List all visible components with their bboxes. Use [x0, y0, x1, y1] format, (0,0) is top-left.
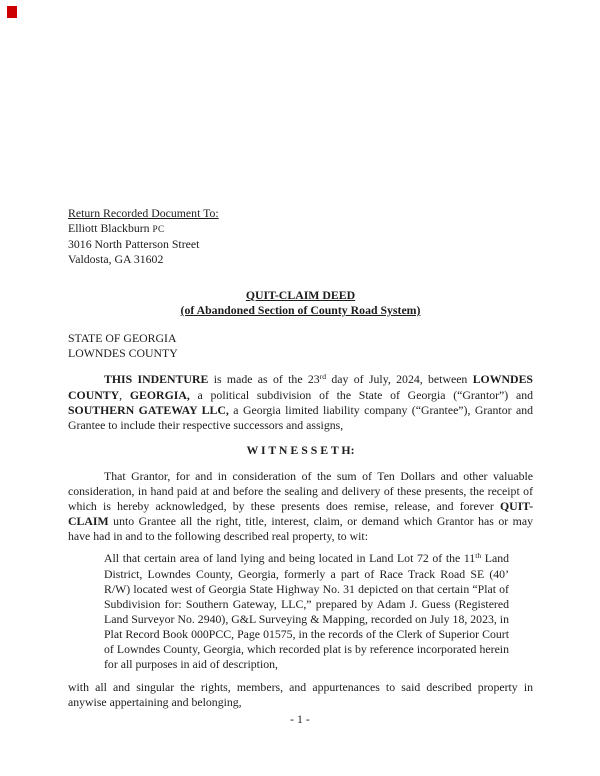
document-title-line2: (of Abandoned Section of County Road System)	[180, 303, 421, 317]
legal-description: All that certain area of land lying and being located in Land Lot 72 of the 11th Land District, Lowndes County, Georgia, formerly a part of Race Track Road SE (40’ R/W) located west of Georgia State Highway No. 31 depicted on that certain “Plat of Subdivision for: Southern Gateway, LLC,” prepared by Adam J. Guess (Registered Land Surveyor No. 2940), G&L Surveying & Mapping, recorded on July 18, 2023, in Plat Record Book 000PCC, Page 01575, in the records of the Clerk of Superior Court of Lowndes County, Georgia, which recorded plat is by reference incorporated herein for all purposes in aid of description,	[104, 550, 509, 671]
witnesseth-heading: W I T N E S S E T H:	[246, 443, 355, 457]
state-line: STATE OF GEORGIA	[68, 331, 177, 345]
corner-red-marker	[7, 6, 17, 18]
page-number: - 1 -	[290, 712, 310, 726]
return-address-label: Return Recorded Document To:	[68, 206, 219, 220]
return-address-recipient: Elliott Blackburn PC	[68, 221, 165, 235]
county-line: LOWNDES COUNTY	[68, 346, 178, 360]
return-address-street: 3016 North Patterson Street	[68, 237, 200, 251]
return-address-city: Valdosta, GA 31602	[68, 252, 164, 266]
appurtenances-clause: with all and singular the rights, members, and appurtenances to said described property in anywise appertaining and belonging,	[68, 680, 533, 709]
document-title	[68, 288, 533, 318]
granting-paragraph: That Grantor, for and in consideration of the sum of Ten Dollars and other valuable consideration, in hand paid at and before the sealing and delivery of these presents, the receipt of which is hereby acknowledged, by these presents does remise, release, and forever QUIT-CLAIM unto Grantee all the right, title, interest, claim, or demand which Grantor has or may have had in and to the following described real property, to wit:	[68, 469, 533, 543]
document-title-line1: QUIT-CLAIM DEED	[245, 288, 356, 302]
indenture-paragraph: THIS INDENTURE is made as of the 23rd day of July, 2024, between LOWNDES COUNTY, GEORGIA, a political subdivision of the State of Georgia (“Grantor”) and SOUTHERN GATEWAY LLC, a Georgia limited liability company (“Grantee”), Grantor and Grantee to include their respective successors and assigns,	[68, 371, 533, 432]
document-body	[68, 206, 533, 710]
state-county-block	[68, 331, 533, 361]
return-address-block	[68, 206, 533, 267]
